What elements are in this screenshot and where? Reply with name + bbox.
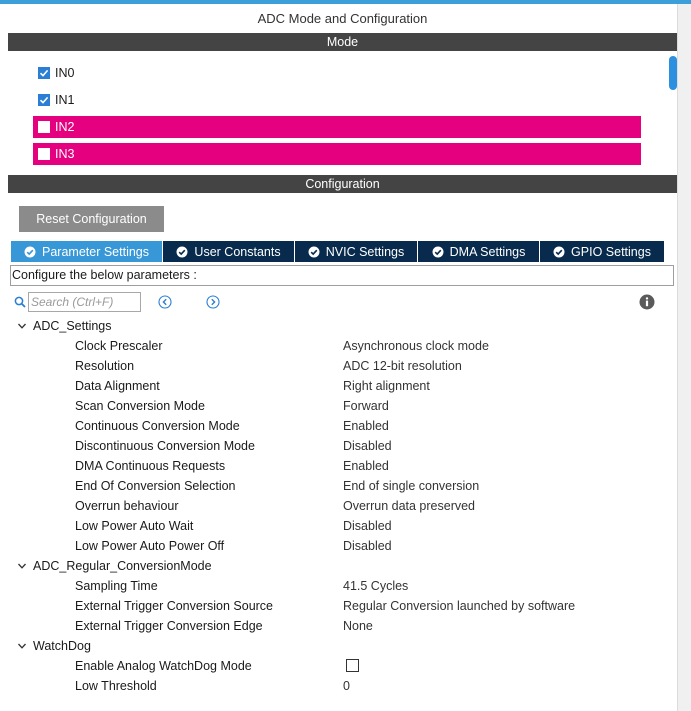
mode-header: Mode [8, 33, 677, 51]
param-value[interactable]: 41.5 Cycles [343, 579, 409, 593]
group-label: WatchDog [33, 639, 91, 653]
param-value[interactable]: Enabled [343, 459, 389, 473]
param-name[interactable]: Discontinuous Conversion Mode [75, 439, 255, 453]
previous-result-icon[interactable] [158, 295, 172, 309]
check-circle-icon [553, 246, 565, 258]
left-edge [0, 4, 8, 711]
window-title: ADC Mode and Configuration [257, 11, 428, 26]
chevron-down-icon[interactable] [17, 321, 27, 331]
check-circle-icon [308, 246, 320, 258]
channel-in0[interactable] [33, 62, 641, 84]
param-value[interactable]: Right alignment [343, 379, 430, 393]
param-value[interactable]: None [343, 619, 373, 633]
param-name[interactable]: Continuous Conversion Mode [75, 419, 240, 433]
tab-user-constants[interactable]: User Constants [163, 241, 295, 262]
channel-in2[interactable] [33, 116, 641, 138]
chevron-down-icon[interactable] [17, 561, 27, 571]
configuration-header: Configuration [8, 175, 677, 193]
checkbox-checked-icon[interactable] [38, 67, 50, 79]
channel-in1[interactable] [33, 89, 641, 111]
param-name[interactable]: Clock Prescaler [75, 339, 163, 353]
tab-gpio-settings[interactable]: GPIO Settings [540, 241, 664, 262]
param-name[interactable]: External Trigger Conversion Edge [75, 619, 263, 633]
mode-scrollbar-thumb[interactable] [669, 56, 677, 90]
group-label: ADC_Settings [33, 319, 112, 333]
info-icon[interactable] [639, 294, 655, 310]
param-value[interactable]: ADC 12-bit resolution [343, 359, 462, 373]
checkbox-checked-icon[interactable] [38, 94, 50, 106]
check-circle-icon [176, 246, 188, 258]
param-value[interactable]: End of single conversion [343, 479, 480, 493]
mode-panel [8, 52, 677, 166]
configure-prompt: Configure the below parameters : [10, 265, 674, 286]
param-value[interactable]: Regular Conversion launched by software [343, 599, 576, 613]
checkbox-unchecked-icon[interactable] [38, 148, 50, 160]
param-name[interactable]: Resolution [75, 359, 135, 373]
param-name[interactable]: Low Power Auto Power Off [75, 539, 225, 553]
tab-dma-settings[interactable]: DMA Settings [418, 241, 540, 262]
param-value[interactable]: Disabled [343, 519, 392, 533]
channel-label: IN0 [55, 66, 75, 80]
tab-parameter-settings[interactable]: Parameter Settings [11, 241, 163, 262]
channel-label: IN3 [55, 147, 75, 161]
search-input[interactable] [28, 292, 141, 312]
check-circle-icon [24, 246, 36, 258]
param-name[interactable]: DMA Continuous Requests [75, 459, 226, 473]
check-circle-icon [432, 246, 444, 258]
reset-configuration-button[interactable]: Reset Configuration [19, 206, 164, 232]
group-label: ADC_Regular_ConversionMode [33, 559, 212, 573]
param-value[interactable]: Enabled [343, 419, 389, 433]
checkbox-unchecked-icon[interactable] [38, 121, 50, 133]
param-value[interactable]: Asynchronous clock mode [343, 339, 489, 353]
param-name[interactable]: External Trigger Conversion Source [75, 599, 274, 613]
param-name[interactable]: Enable Analog WatchDog Mode [75, 659, 252, 673]
chevron-down-icon[interactable] [17, 641, 27, 651]
group-adc-settings[interactable] [17, 316, 112, 336]
scrollbar-track[interactable] [677, 4, 691, 711]
search-icon [14, 296, 26, 308]
param-value[interactable]: Disabled [343, 439, 392, 453]
next-result-icon[interactable] [206, 295, 220, 309]
group-watchdog[interactable] [17, 636, 91, 656]
param-value[interactable]: Overrun data preserved [343, 499, 476, 513]
param-name[interactable]: Sampling Time [75, 579, 158, 593]
channel-label: IN1 [55, 93, 75, 107]
watchdog-mode-checkbox[interactable] [346, 659, 359, 672]
tab-nvic-settings[interactable]: NVIC Settings [295, 241, 418, 262]
param-value[interactable]: 0 [343, 679, 350, 693]
param-name[interactable]: End Of Conversion Selection [75, 479, 236, 493]
param-name[interactable]: Scan Conversion Mode [75, 399, 205, 413]
param-name[interactable]: Low Power Auto Wait [75, 519, 194, 533]
param-value[interactable]: Forward [343, 399, 389, 413]
group-adc-regular-conversion-mode[interactable] [17, 556, 212, 576]
param-name[interactable]: Overrun behaviour [75, 499, 179, 513]
param-name[interactable]: Data Alignment [75, 379, 160, 393]
param-value[interactable]: Disabled [343, 539, 392, 553]
config-tabs [11, 241, 664, 262]
channel-label: IN2 [55, 120, 75, 134]
channel-in3[interactable] [33, 143, 641, 165]
param-name[interactable]: Low Threshold [75, 679, 157, 693]
